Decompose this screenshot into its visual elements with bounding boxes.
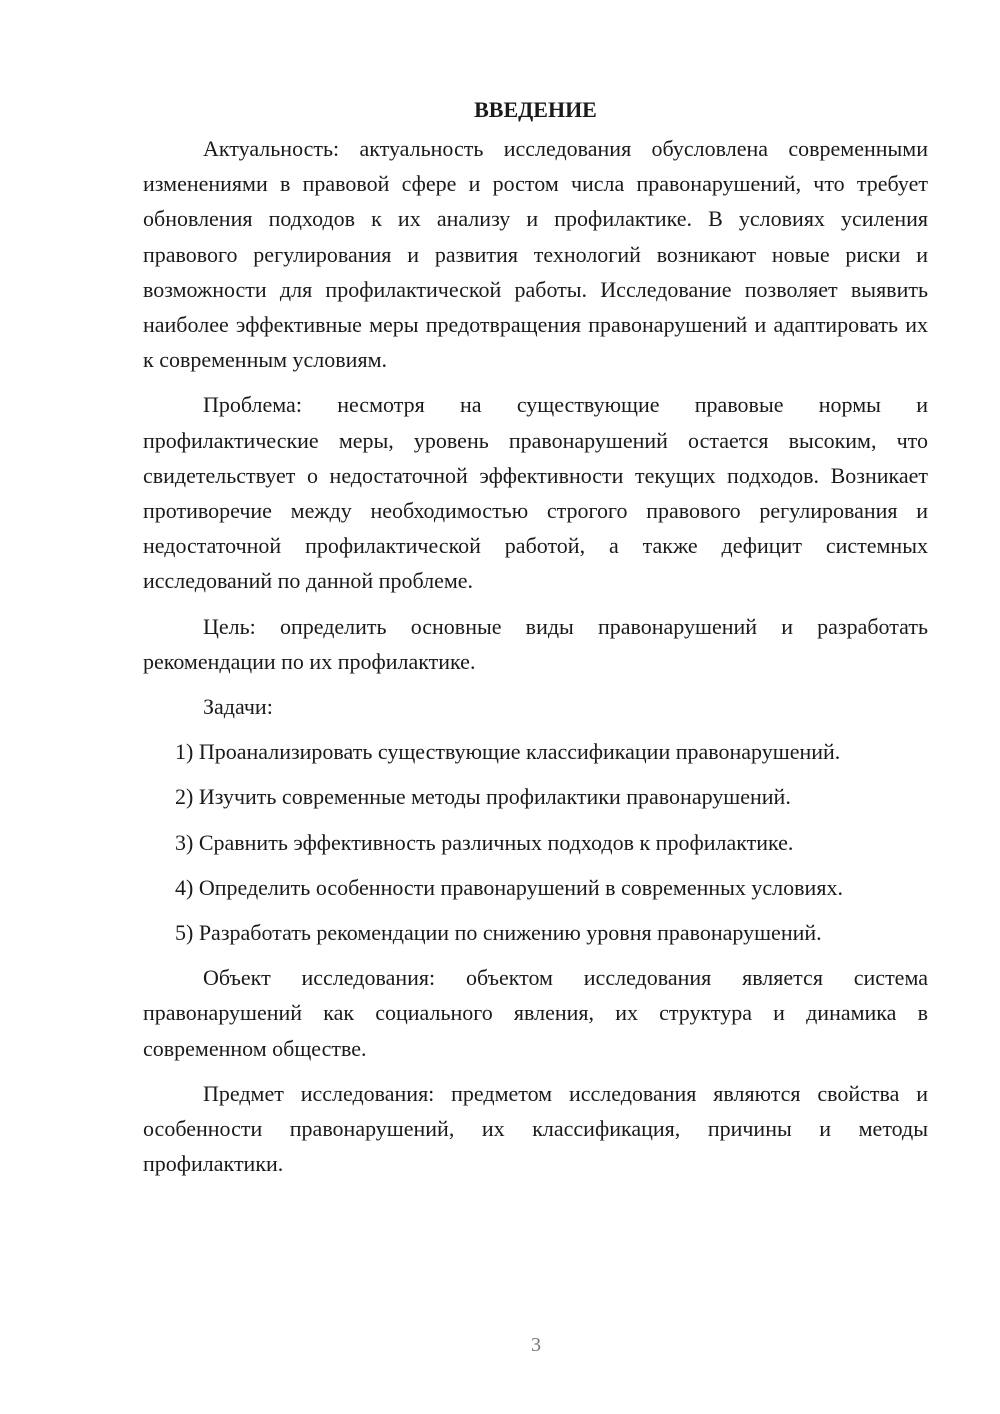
page-content: [143, 92, 928, 1191]
page-title: ВВЕДЕНИЕ: [474, 97, 597, 122]
task-item-2: 2) Изучить современные методы профилактики правонарушений.: [175, 784, 791, 810]
task-item-4: 4) Определить особенности правонарушений в современных условиях.: [175, 874, 843, 900]
task-item-1: 1) Проанализировать существующие классификации правонарушений.: [175, 739, 841, 765]
page-number: 3: [531, 1334, 541, 1356]
paragraph-subject: Предмет исследования: предметом исследования являются свойства и особенности правонарушений, их классификация, причины и методы профилактики.: [143, 1080, 928, 1177]
task-item-3: 3) Сравнить эффективность различных подходов к профилактике.: [175, 829, 794, 855]
paragraph-object: Объект исследования: объектом исследования является система правонарушений как социального явления, их структура и динамика в современном обществе.: [143, 965, 928, 1061]
paragraph-relevance: Актуальность: актуальность исследования обусловлена современными изменениями в правовой сфере и ростом числа правонарушений, что требует обновления подходов к их анализу и профилактике. В условиях усиления правового регулирования и развития технологий возникают новые риски и возможности для профилактической работы. Исследование позволяет выявить наиболее эффективные меры предотвращения правонарушений и адаптировать их к современным условиям.: [143, 136, 928, 373]
paragraph-problem: Проблема: несмотря на существующие правовые нормы и профилактические меры, уровень правонарушений остается высоким, что свидетельствует о недостаточной эффективности текущих подходов. Возникает противоречие между необходимостью строгого правового регулирования и недостаточной профилактической работой, а также дефицит системных исследований по данной проблеме.: [143, 392, 928, 594]
task-item-5: 5) Разработать рекомендации по снижению уровня правонарушений.: [175, 920, 822, 946]
paragraph-goal: Цель: определить основные виды правонарушений и разработать рекомендации по их профилактике.: [143, 613, 928, 674]
tasks-heading: Задачи:: [203, 694, 273, 720]
